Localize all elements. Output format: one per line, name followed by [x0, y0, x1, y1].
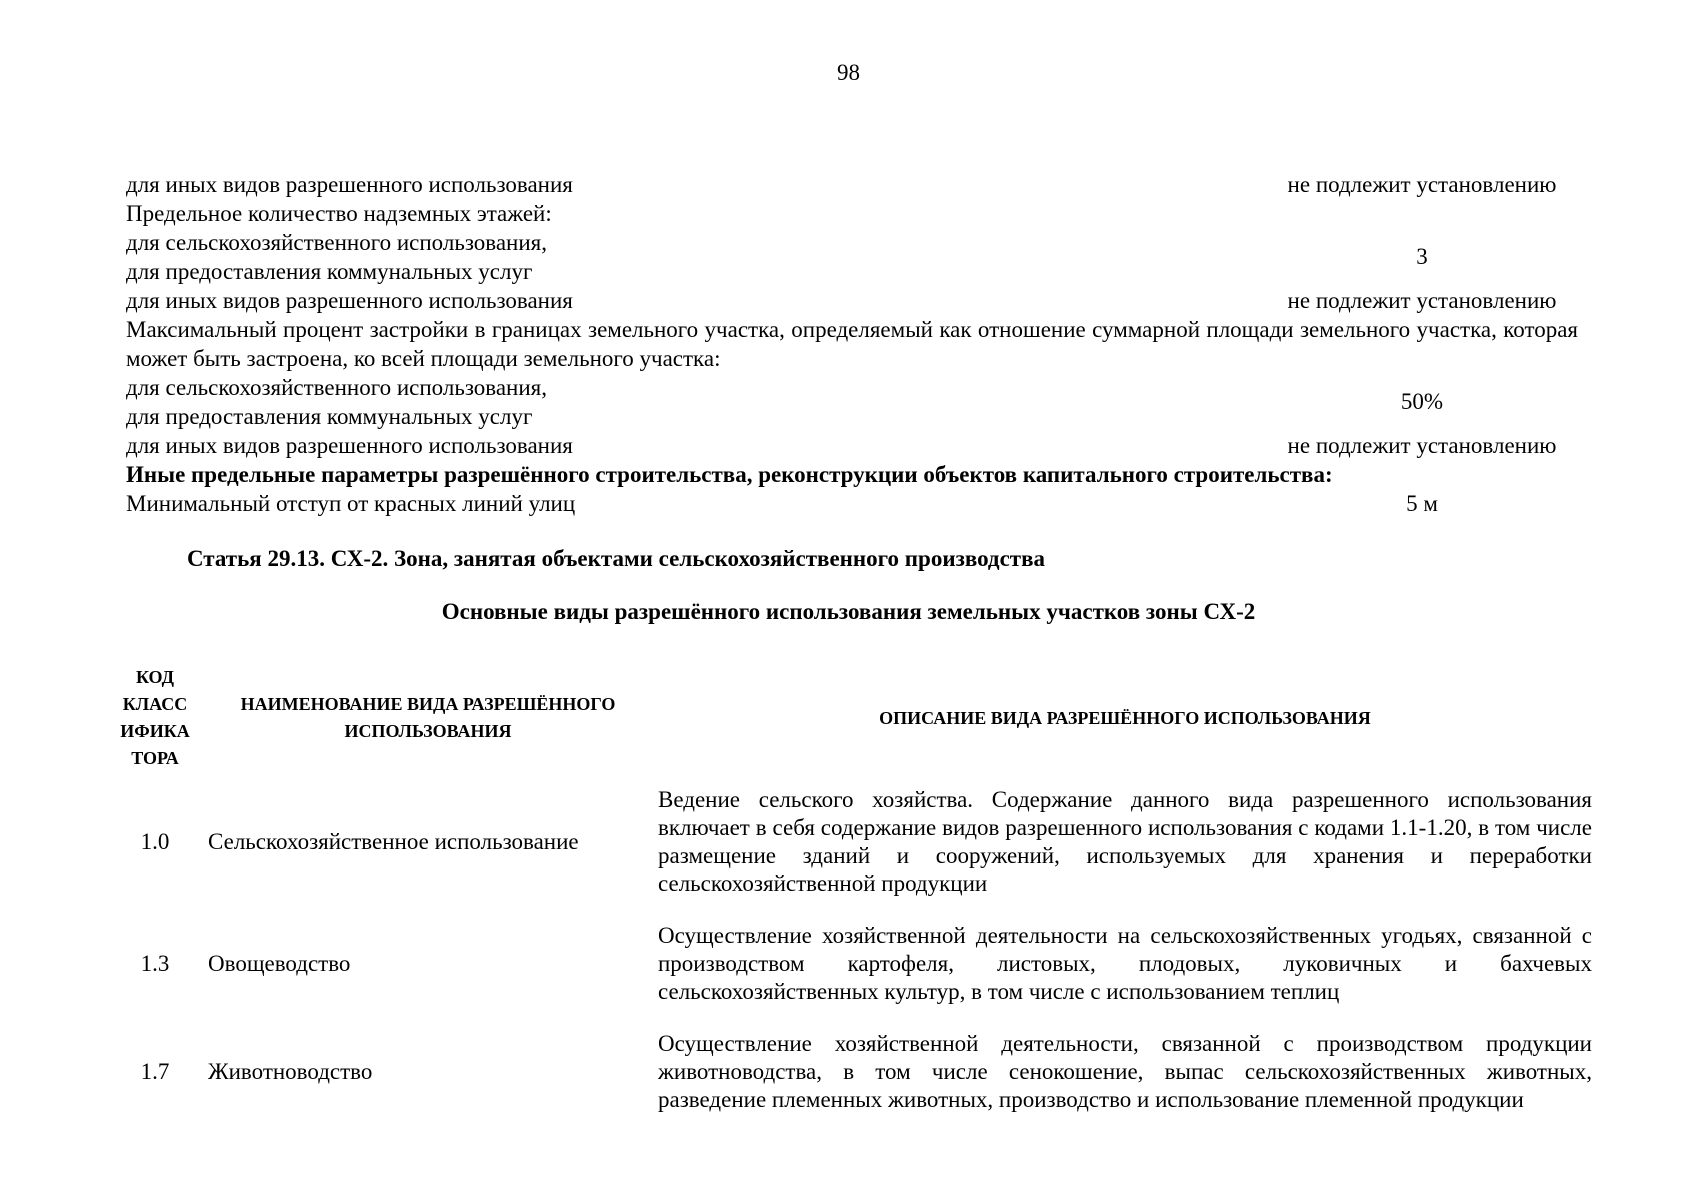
param-value: 50%	[1400, 389, 1444, 414]
param-label: для иных видов разрешенного использования	[126, 433, 573, 458]
header-name: НАИМЕНОВАНИЕ ВИДА РАЗРЕШЁННОГО ИСПОЛЬЗОВАНИЯ	[240, 694, 616, 741]
row-description: Осуществление хозяйственной деятельности, связанной с производством продукции животноводства, в том числе сенокошение, выпас сельскохозяйственных животных, разведение племенных животных, производство и использование племенной продукции	[658, 1031, 1592, 1112]
param-value: не подлежит установлению	[1287, 288, 1557, 313]
param-value: не подлежит установлению	[1287, 172, 1557, 197]
header-code: КОД КЛАСС ИФИКА ТОРА	[120, 667, 190, 768]
section-title: Основные виды разрешённого использования земельных участков зоны СХ-2	[441, 599, 1256, 624]
row-name: Сельскохозяйственное использование	[208, 829, 579, 854]
param-value: 5 м	[1406, 491, 1438, 516]
floors-heading-text: Предельное количество надземных этажей:	[126, 201, 552, 226]
param-value: 3	[1416, 244, 1428, 269]
row-code: 1.0	[140, 829, 170, 854]
other-params-heading: Иные предельные параметры разрешённого строительства, реконструкции объектов капитального строительства:	[126, 462, 1333, 487]
param-row-floors-other	[126, 286, 1578, 315]
table-header-row	[112, 662, 1592, 774]
param-label-line: для сельскохозяйственного использования,	[126, 375, 547, 400]
param-value: не подлежит установлению	[1287, 433, 1557, 458]
table-row	[112, 910, 1592, 1018]
floors-heading	[126, 199, 1578, 228]
row-description: Осуществление хозяйственной деятельности на сельскохозяйственных угодьях, связанной с производством картофеля, листовых, плодовых, луковичных и бахчевых сельскохозяйственных культур, в том числе с использованием теплиц	[658, 923, 1592, 1004]
table-row	[112, 1018, 1592, 1126]
row-code: 1.7	[140, 1059, 170, 1084]
page-number: 98	[837, 60, 860, 85]
param-row-floors-agri	[126, 228, 1578, 286]
param-row-coverage-other	[126, 431, 1578, 460]
table-row	[112, 774, 1592, 910]
building-parameters	[126, 170, 1578, 518]
param-row-setback	[126, 489, 1578, 518]
coverage-heading: Максимальный процент застройки в границах земельного участка, определяемый как отношение суммарной площади земельного участка, которая может быть застроена, ко всей площади земельного участка:	[126, 317, 1578, 371]
row-description: Ведение сельского хозяйства. Содержание данного вида разрешенного использования включает в себя содержание видов разрешенного использования с кодами 1.1-1.20, в том числе размещение зданий и сооружений, используемых для хранения и переработки сельскохозяйственной продукции	[658, 787, 1592, 896]
row-name: Животноводство	[208, 1059, 373, 1084]
param-label: для иных видов разрешенного использования	[126, 172, 573, 197]
param-label	[126, 228, 547, 286]
param-label: для иных видов разрешенного использования	[126, 288, 573, 313]
param-label-line: для сельскохозяйственного использования,	[126, 230, 547, 255]
param-label: Минимальный отступ от красных линий улиц	[126, 491, 576, 516]
param-row-coverage-agri	[126, 373, 1578, 431]
header-description: ОПИСАНИЕ ВИДА РАЗРЕШЁННОГО ИСПОЛЬЗОВАНИЯ	[879, 707, 1371, 728]
param-label	[126, 373, 547, 431]
param-label-line: для предоставления коммунальных услуг	[126, 404, 533, 429]
param-row-other-uses	[126, 170, 1578, 199]
param-label-line: для предоставления коммунальных услуг	[126, 259, 533, 284]
article-title: Статья 29.13. СХ-2. Зона, занятая объектами сельскохозяйственного производства	[187, 546, 1045, 571]
row-name: Овощеводство	[208, 951, 351, 976]
permitted-uses-table	[112, 662, 1592, 1126]
row-code: 1.3	[140, 951, 170, 976]
